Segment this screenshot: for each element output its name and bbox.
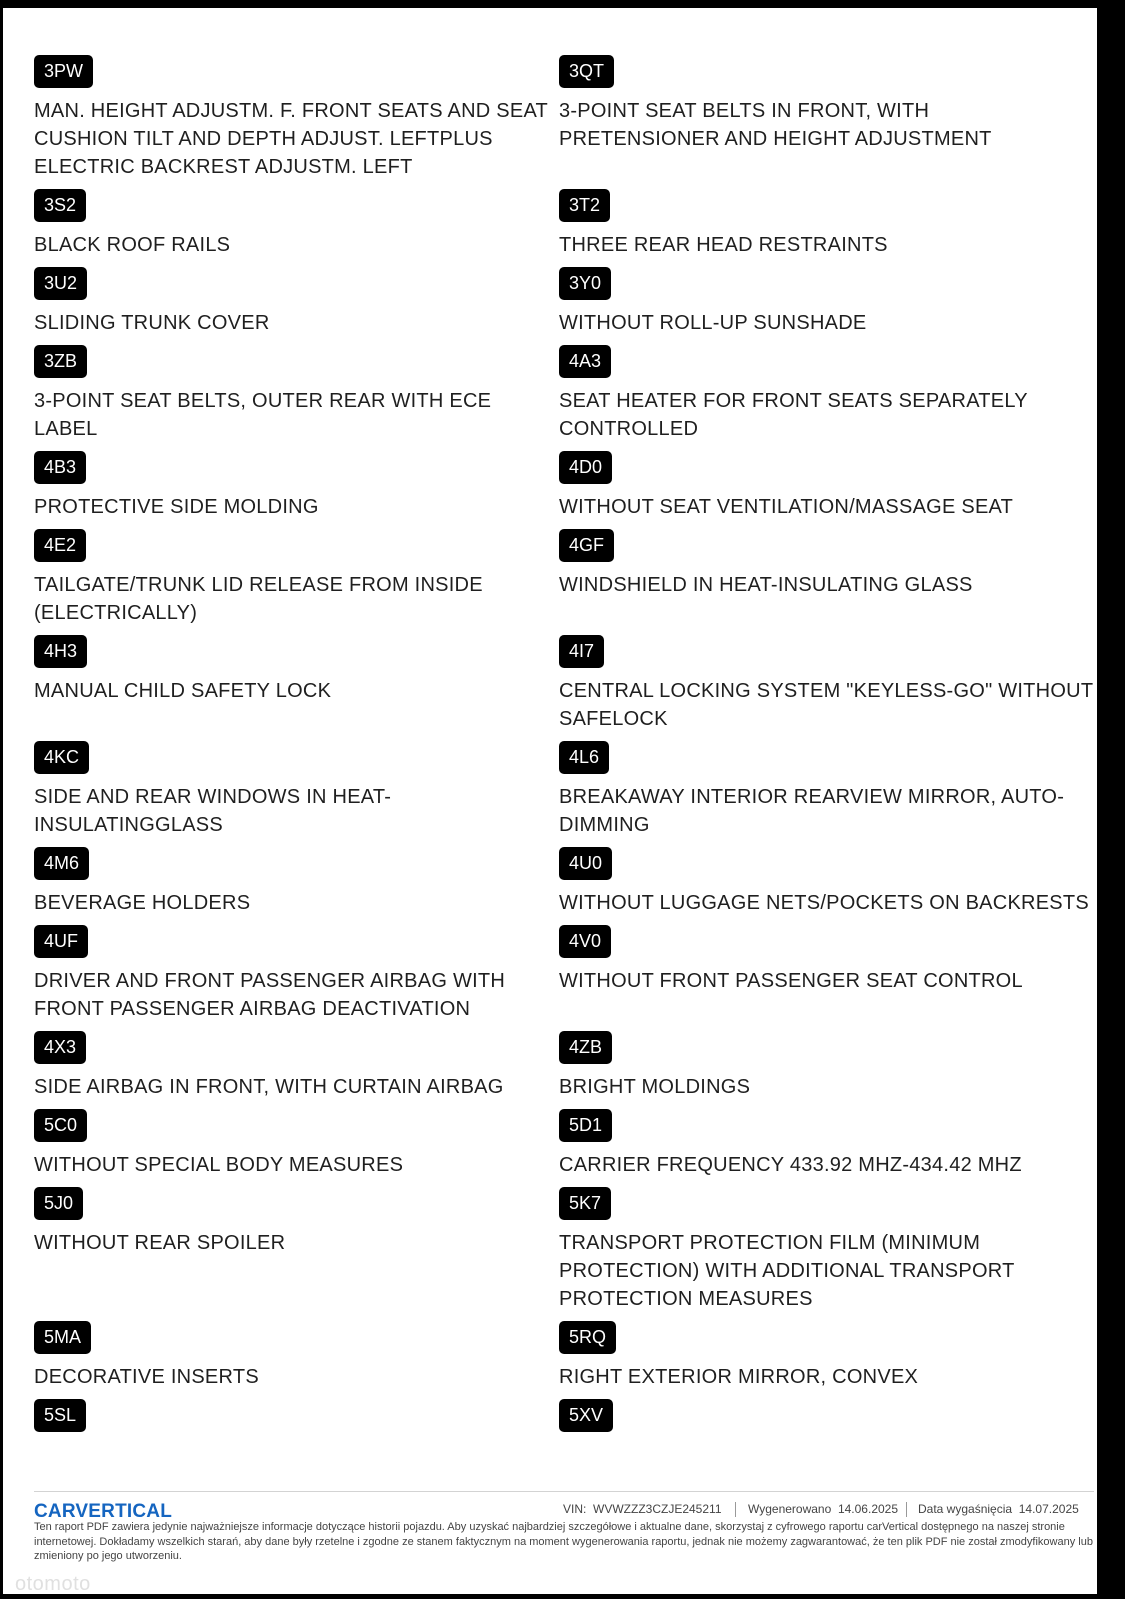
option-description: MANUAL CHILD SAFETY LOCK	[34, 680, 332, 702]
option-code-badge: 5RQ	[559, 1321, 616, 1354]
option-description: DECORATIVE INSERTS	[34, 1366, 259, 1388]
equipment-item	[559, 1181, 1094, 1315]
generated-date: Wygenerowano 14.06.2025	[748, 1502, 899, 1516]
option-description: 3-POINT SEAT BELTS, OUTER REAR WITH ECE LABEL	[34, 390, 492, 440]
equipment-item	[34, 49, 554, 183]
option-description: SLIDING TRUNK COVER	[34, 312, 270, 334]
equipment-item	[559, 339, 1094, 445]
equipment-item	[34, 261, 554, 339]
equipment-item	[559, 445, 1094, 523]
option-description: PROTECTIVE SIDE MOLDING	[34, 496, 319, 518]
option-code-badge: 3Y0	[559, 267, 611, 300]
option-description: DRIVER AND FRONT PASSENGER AIRBAG WITH FRONT PASSENGER AIRBAG DEACTIVATION	[34, 970, 506, 1020]
option-code-badge: 5MA	[34, 1321, 91, 1354]
equipment-item	[559, 919, 1094, 1025]
option-code-badge: 3QT	[559, 55, 614, 88]
option-description: BEVERAGE HOLDERS	[34, 892, 251, 914]
option-code-badge: 4KC	[34, 741, 89, 774]
option-description: WITHOUT FRONT PASSENGER SEAT CONTROL	[559, 970, 1023, 992]
option-description: CENTRAL LOCKING SYSTEM "KEYLESS-GO" WITHOUT SAFELOCK	[559, 680, 1093, 730]
option-description: BRIGHT MOLDINGS	[559, 1076, 751, 1098]
option-description: BREAKAWAY INTERIOR REARVIEW MIRROR, AUTO-DIMMING	[559, 786, 1065, 836]
equipment-item	[34, 1315, 554, 1393]
option-code-badge: 3T2	[559, 189, 610, 222]
equipment-item	[34, 445, 554, 523]
equipment-item	[559, 261, 1094, 339]
equipment-item	[34, 523, 554, 629]
option-code-badge: 4U0	[559, 847, 612, 880]
equipment-item	[559, 629, 1094, 735]
equipment-item	[559, 1025, 1094, 1103]
option-description: CARRIER FREQUENCY 433.92 MHZ-434.42 MHZ	[559, 1154, 1022, 1176]
option-code-badge: 3U2	[34, 267, 87, 300]
option-code-badge: 5K7	[559, 1187, 611, 1220]
option-code-badge: 4D0	[559, 451, 612, 484]
option-code-badge: 4ZB	[559, 1031, 612, 1064]
report-page	[3, 8, 1097, 1594]
equipment-item	[559, 1393, 1094, 1471]
option-code-badge: 4I7	[559, 635, 604, 668]
disclaimer-text: Ten raport PDF zawiera jedynie najważniejsze informacje dotyczące historii pojazdu. Aby uzyskać najbardziej szczegółowe i aktualne dane, skorzystaj z cyfrowego raportu carVertical dostępnego na naszej stronie internetowej. Dokładamy wszelkich starań, aby dane były rzetelne i zgodne ze stanem faktycznym na moment wygenerowania raportu, jednak nie możemy zagwarantować, że ten plik PDF nie został zmodyfikowany lub zmieniony po jego utworzeniu.	[34, 1521, 1093, 1562]
option-code-badge: 4GF	[559, 529, 614, 562]
equipment-item	[34, 1393, 554, 1471]
footer-divider	[34, 1491, 1094, 1492]
equipment-grid	[34, 8, 1094, 1488]
equipment-item	[34, 339, 554, 445]
meta-separator	[906, 1502, 907, 1517]
carvertical-logo: CARVERTICAL	[34, 1501, 173, 1522]
option-code-badge: 5J0	[34, 1187, 83, 1220]
option-description: 3-POINT SEAT BELTS IN FRONT, WITH PRETENSIONER AND HEIGHT ADJUSTMENT	[559, 100, 992, 150]
equipment-item	[559, 49, 1094, 183]
option-description: TAILGATE/TRUNK LID RELEASE FROM INSIDE (ELECTRICALLY)	[34, 574, 483, 624]
option-description: SEAT HEATER FOR FRONT SEATS SEPARATELY CONTROLLED	[559, 390, 1028, 440]
equipment-item	[34, 1181, 554, 1315]
equipment-item	[559, 735, 1094, 841]
equipment-item	[559, 523, 1094, 629]
equipment-item	[559, 1315, 1094, 1393]
option-code-badge: 3ZB	[34, 345, 87, 378]
option-code-badge: 4H3	[34, 635, 87, 668]
option-code-badge: 5C0	[34, 1109, 87, 1142]
equipment-item	[34, 919, 554, 1025]
option-description: WITHOUT ROLL-UP SUNSHADE	[559, 312, 867, 334]
option-description: BLACK ROOF RAILS	[34, 234, 231, 256]
vin-info: VIN: WVWZZZ3CZJE245211	[563, 1502, 722, 1516]
equipment-item	[559, 183, 1094, 261]
option-description: WITHOUT LUGGAGE NETS/POCKETS ON BACKRESTS	[559, 892, 1089, 914]
option-description: WITHOUT SPECIAL BODY MEASURES	[34, 1154, 404, 1176]
equipment-item	[34, 183, 554, 261]
option-code-badge: 4A3	[559, 345, 611, 378]
option-description: WINDSHIELD IN HEAT-INSULATING GLASS	[559, 574, 973, 596]
option-description: RIGHT EXTERIOR MIRROR, CONVEX	[559, 1366, 919, 1388]
option-description: SIDE AIRBAG IN FRONT, WITH CURTAIN AIRBAG	[34, 1076, 504, 1098]
equipment-item	[34, 841, 554, 919]
otomoto-watermark: otomoto	[15, 1573, 91, 1594]
option-code-badge: 5SL	[34, 1399, 86, 1432]
option-description: MAN. HEIGHT ADJUSTM. F. FRONT SEATS AND SEAT CUSHION TILT AND DEPTH ADJUST. LEFTPLUS ELECTRIC BACKREST ADJUSTM. LEFT	[34, 100, 548, 178]
option-description: WITHOUT SEAT VENTILATION/MASSAGE SEAT	[559, 496, 1014, 518]
equipment-item	[559, 1103, 1094, 1181]
option-description: SIDE AND REAR WINDOWS IN HEAT-INSULATINGGLASS	[34, 786, 392, 836]
option-code-badge: 5D1	[559, 1109, 612, 1142]
option-code-badge: 4M6	[34, 847, 89, 880]
equipment-item	[34, 1103, 554, 1181]
option-code-badge: 3S2	[34, 189, 86, 222]
equipment-item	[34, 629, 554, 735]
option-code-badge: 4UF	[34, 925, 88, 958]
equipment-item	[34, 735, 554, 841]
equipment-item	[34, 1025, 554, 1103]
expiry-date: Data wygaśnięcia 14.07.2025	[918, 1502, 1079, 1516]
option-description: WITHOUT REAR SPOILER	[34, 1232, 286, 1254]
option-code-badge: 5XV	[559, 1399, 613, 1432]
option-code-badge: 3PW	[34, 55, 93, 88]
option-code-badge: 4V0	[559, 925, 611, 958]
meta-separator	[735, 1502, 736, 1517]
option-description: TRANSPORT PROTECTION FILM (MINIMUM PROTECTION) WITH ADDITIONAL TRANSPORT PROTECTION MEASURES	[559, 1232, 1015, 1310]
equipment-item	[559, 841, 1094, 919]
option-code-badge: 4E2	[34, 529, 86, 562]
option-code-badge: 4B3	[34, 451, 86, 484]
option-description: THREE REAR HEAD RESTRAINTS	[559, 234, 888, 256]
option-code-badge: 4L6	[559, 741, 609, 774]
option-code-badge: 4X3	[34, 1031, 86, 1064]
